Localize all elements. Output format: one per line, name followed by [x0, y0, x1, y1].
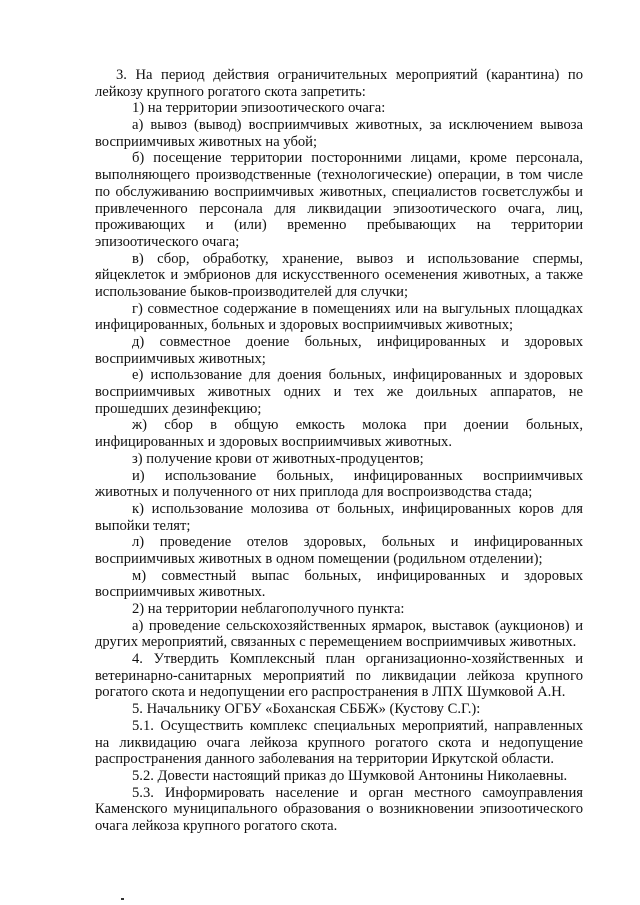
text-line: и) использование больных, инфицированных восприимчивых — [132, 467, 583, 484]
text-line: 5. Начальнику ОГБУ «Боханская СББЖ» (Кустову С.Г.): — [132, 701, 481, 718]
text-line: л) проведение отелов здоровых, больных и инфицированных — [132, 534, 583, 551]
text-line: к) использование молозива от больных, инфицированных коров для — [132, 500, 583, 517]
text-line: з) получение крови от животных-продуцентов; — [132, 450, 424, 467]
text-line: по обслуживанию восприимчивых животных, специалистов госветслужбы и — [95, 183, 583, 200]
text-line: на ликвидацию очага лейкоза крупного рогатого скота и недопущение — [95, 734, 583, 751]
text-line: других мероприятий, связанных с перемещением восприимчивых животных. — [95, 634, 577, 651]
text-line: 2) на территории неблагополучного пункта: — [132, 601, 405, 617]
text-line: использование быков-производителей для случки; — [95, 283, 409, 300]
text-line: распространения данного заболевания на территории Иркутской области. — [95, 751, 554, 768]
text-line: очага лейкоза крупного рогатого скота. — [95, 817, 338, 834]
text-line: в) сбор, обработку, хранение, вывоз и использование спермы, — [132, 250, 583, 267]
text-line: 3. На период действия ограничительных мероприятий (карантина) по — [116, 67, 583, 83]
text-line: 5.1. Осуществить комплекс специальных мероприятий, направленных — [132, 717, 583, 734]
text-line: а) вывоз (вывод) восприимчивых животных, за исключением вывоза — [132, 117, 583, 134]
text-line: эпизоотического очага; — [95, 233, 240, 250]
text-line: рогатого скота и недопущении его распространения в ЛПХ Шумковой А.Н. — [95, 684, 566, 701]
scan-mark — [121, 898, 124, 900]
text-line: инфицированных, больных и здоровых восприимчивых животных; — [95, 317, 514, 334]
text-line: восприимчивых животных в одном помещении (родильном отделении); — [95, 550, 543, 567]
text-line: выпойки телят; — [95, 517, 191, 534]
text-line: выполняющего производственные (технологические) операции, в том числе — [95, 167, 583, 184]
text-line: прошедших дезинфекцию; — [95, 400, 262, 417]
text-line: восприимчивых животных; — [95, 350, 266, 367]
document-body — [95, 67, 583, 835]
text-line: м) совместный выпас больных, инфицированных и здоровых — [132, 567, 583, 584]
text-line: ветеринарно-санитарных мероприятий по ликвидации лейкоза крупного — [95, 667, 583, 684]
text-line: а) проведение сельскохозяйственных ярмарок, выставок (аукционов) и — [132, 617, 583, 634]
text-line: яйцеклеток и эмбрионов для искусственного осеменения животных, а также — [95, 267, 583, 284]
text-line: животных и полученного от них приплода для воспроизводства стада; — [95, 484, 533, 501]
text-line: лейкозу крупного рогатого скота запретить: — [95, 83, 366, 100]
text-line: привлеченного персонала для ликвидации эпизоотического очага, лиц, — [95, 200, 583, 217]
text-line: д) совместное доение больных, инфицированных и здоровых — [132, 334, 583, 350]
text-line: 5.3. Информировать население и орган местного самоуправления — [132, 784, 583, 801]
text-line: инфицированных и здоровых восприимчивых животных. — [95, 434, 452, 451]
text-line: 1) на территории эпизоотического очага: — [132, 100, 386, 117]
text-line: восприимчивых животных. — [95, 584, 266, 601]
text-line: г) совместное содержание в помещениях или на выгульных площадках — [132, 300, 583, 317]
text-line: проживающих и (или) временно пребывающих на территории — [95, 217, 583, 234]
text-line: 5.2. Довести настоящий приказ до Шумковой Антонины Николаевны. — [132, 767, 568, 784]
text-line: б) посещение территории посторонними лицами, кроме персонала, — [132, 150, 583, 167]
text-line: Каменского муниципального образования о возникновении эпизоотического — [95, 801, 583, 818]
text-line: 4. Утвердить Комплексный план организационно-хозяйственных и — [132, 651, 583, 668]
text-line: е) использование для доения больных, инфицированных и здоровых — [132, 367, 583, 384]
text-line: восприимчивых животных одних и тех же доильных аппаратов, не — [95, 384, 583, 401]
text-line: восприимчивых животных на убой; — [95, 133, 318, 150]
text-line: ж) сбор в общую емкость молока при доении больных, — [132, 417, 583, 434]
